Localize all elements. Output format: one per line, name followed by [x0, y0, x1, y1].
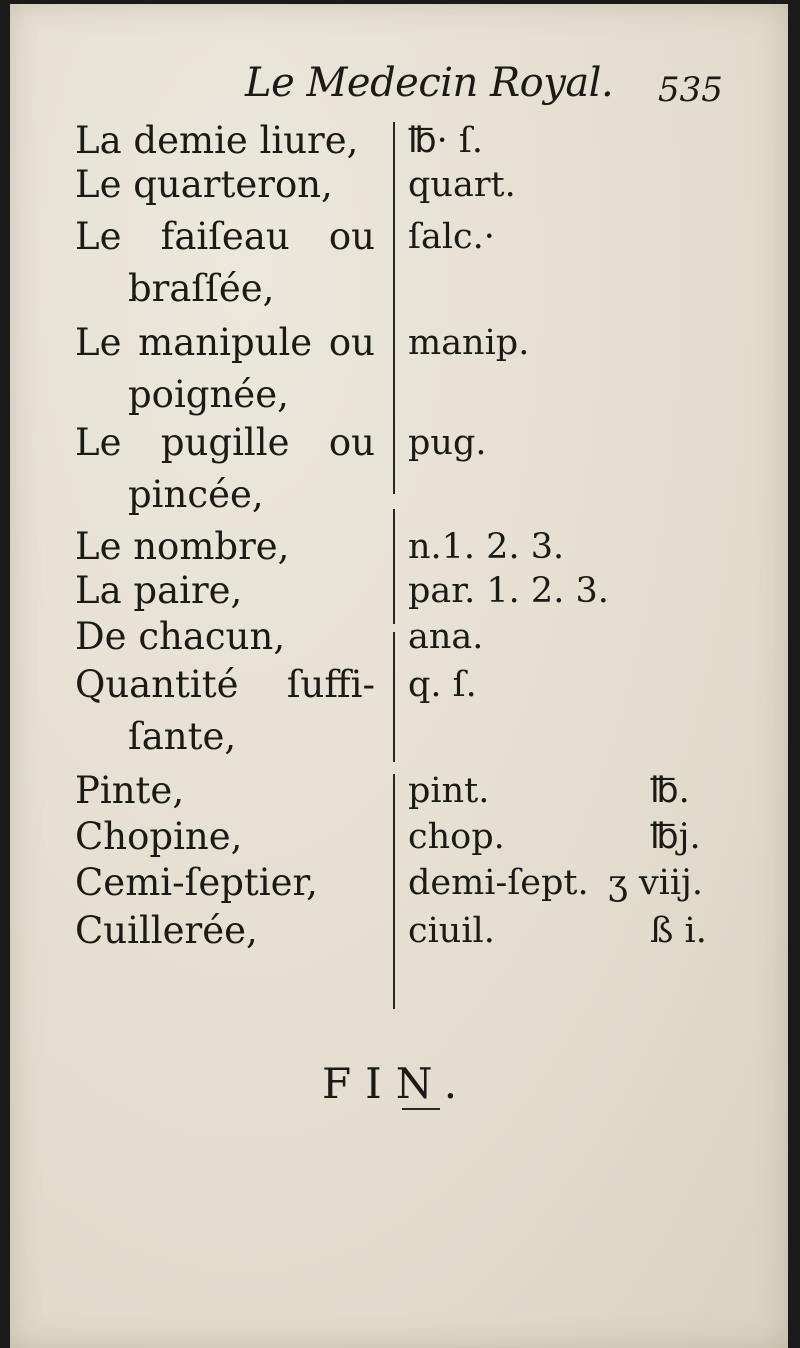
measure-term: Cemi-ſeptier, — [75, 861, 318, 904]
measure-abbreviation: ciuil. — [408, 911, 495, 951]
measure-abbreviation: n.1. 2. 3. — [408, 527, 565, 567]
measure-abbreviation: pint. — [408, 771, 490, 811]
measure-term-continuation: ſante, — [128, 715, 237, 758]
measure-abbreviation: chop. — [408, 817, 505, 857]
measure-term: Pinte, — [75, 769, 185, 812]
measure-abbreviation: q. ſ. — [408, 665, 477, 705]
column-divider — [393, 774, 395, 1009]
column-divider — [393, 509, 395, 624]
measure-abbreviation: quart. — [408, 165, 516, 205]
measure-term-continuation: braſſée, — [128, 267, 275, 310]
measure-term: Quantité ſuffi- — [75, 663, 375, 706]
measure-abbreviation: ana. — [408, 617, 484, 657]
apothecary-quantity: ß i. — [650, 911, 707, 951]
book-page — [10, 4, 788, 1348]
measure-term: Cuillerée, — [75, 909, 258, 952]
measure-term: Le manipule ou — [75, 321, 375, 364]
measure-abbreviation: ℔· ſ. — [408, 121, 483, 161]
measure-term: Le pugille ou — [75, 421, 375, 464]
page-number: 535 — [658, 70, 723, 110]
measure-term: La demie liure, — [75, 119, 359, 162]
measure-abbreviation: pug. — [408, 423, 487, 463]
apothecary-quantity: ℔j. — [650, 817, 701, 857]
measure-abbreviation: manip. — [408, 323, 530, 363]
measure-term: Le quarteron, — [75, 163, 333, 206]
measure-term: Chopine, — [75, 815, 243, 858]
measure-abbreviation: ſalc.· — [408, 217, 495, 257]
measure-term: Le faiſeau ou — [75, 215, 375, 258]
apothecary-quantity: ʒ viij. — [608, 863, 704, 903]
apothecary-quantity: ℔. — [650, 771, 690, 811]
measure-term: La paire, — [75, 569, 243, 612]
measure-term: Le nombre, — [75, 525, 290, 568]
column-divider — [393, 632, 395, 762]
measure-term-continuation: pincée, — [128, 473, 264, 516]
running-title: Le Medecin Royal. — [245, 60, 614, 106]
end-mark-underline — [402, 1108, 440, 1110]
measure-abbreviation: par. 1. 2. 3. — [408, 571, 609, 611]
end-mark: FIN. — [322, 1059, 472, 1108]
measure-term-continuation: poignée, — [128, 373, 289, 416]
column-divider — [393, 122, 395, 494]
measure-term: De chacun, — [75, 615, 286, 658]
measure-abbreviation: demi-ſept. — [408, 863, 589, 903]
